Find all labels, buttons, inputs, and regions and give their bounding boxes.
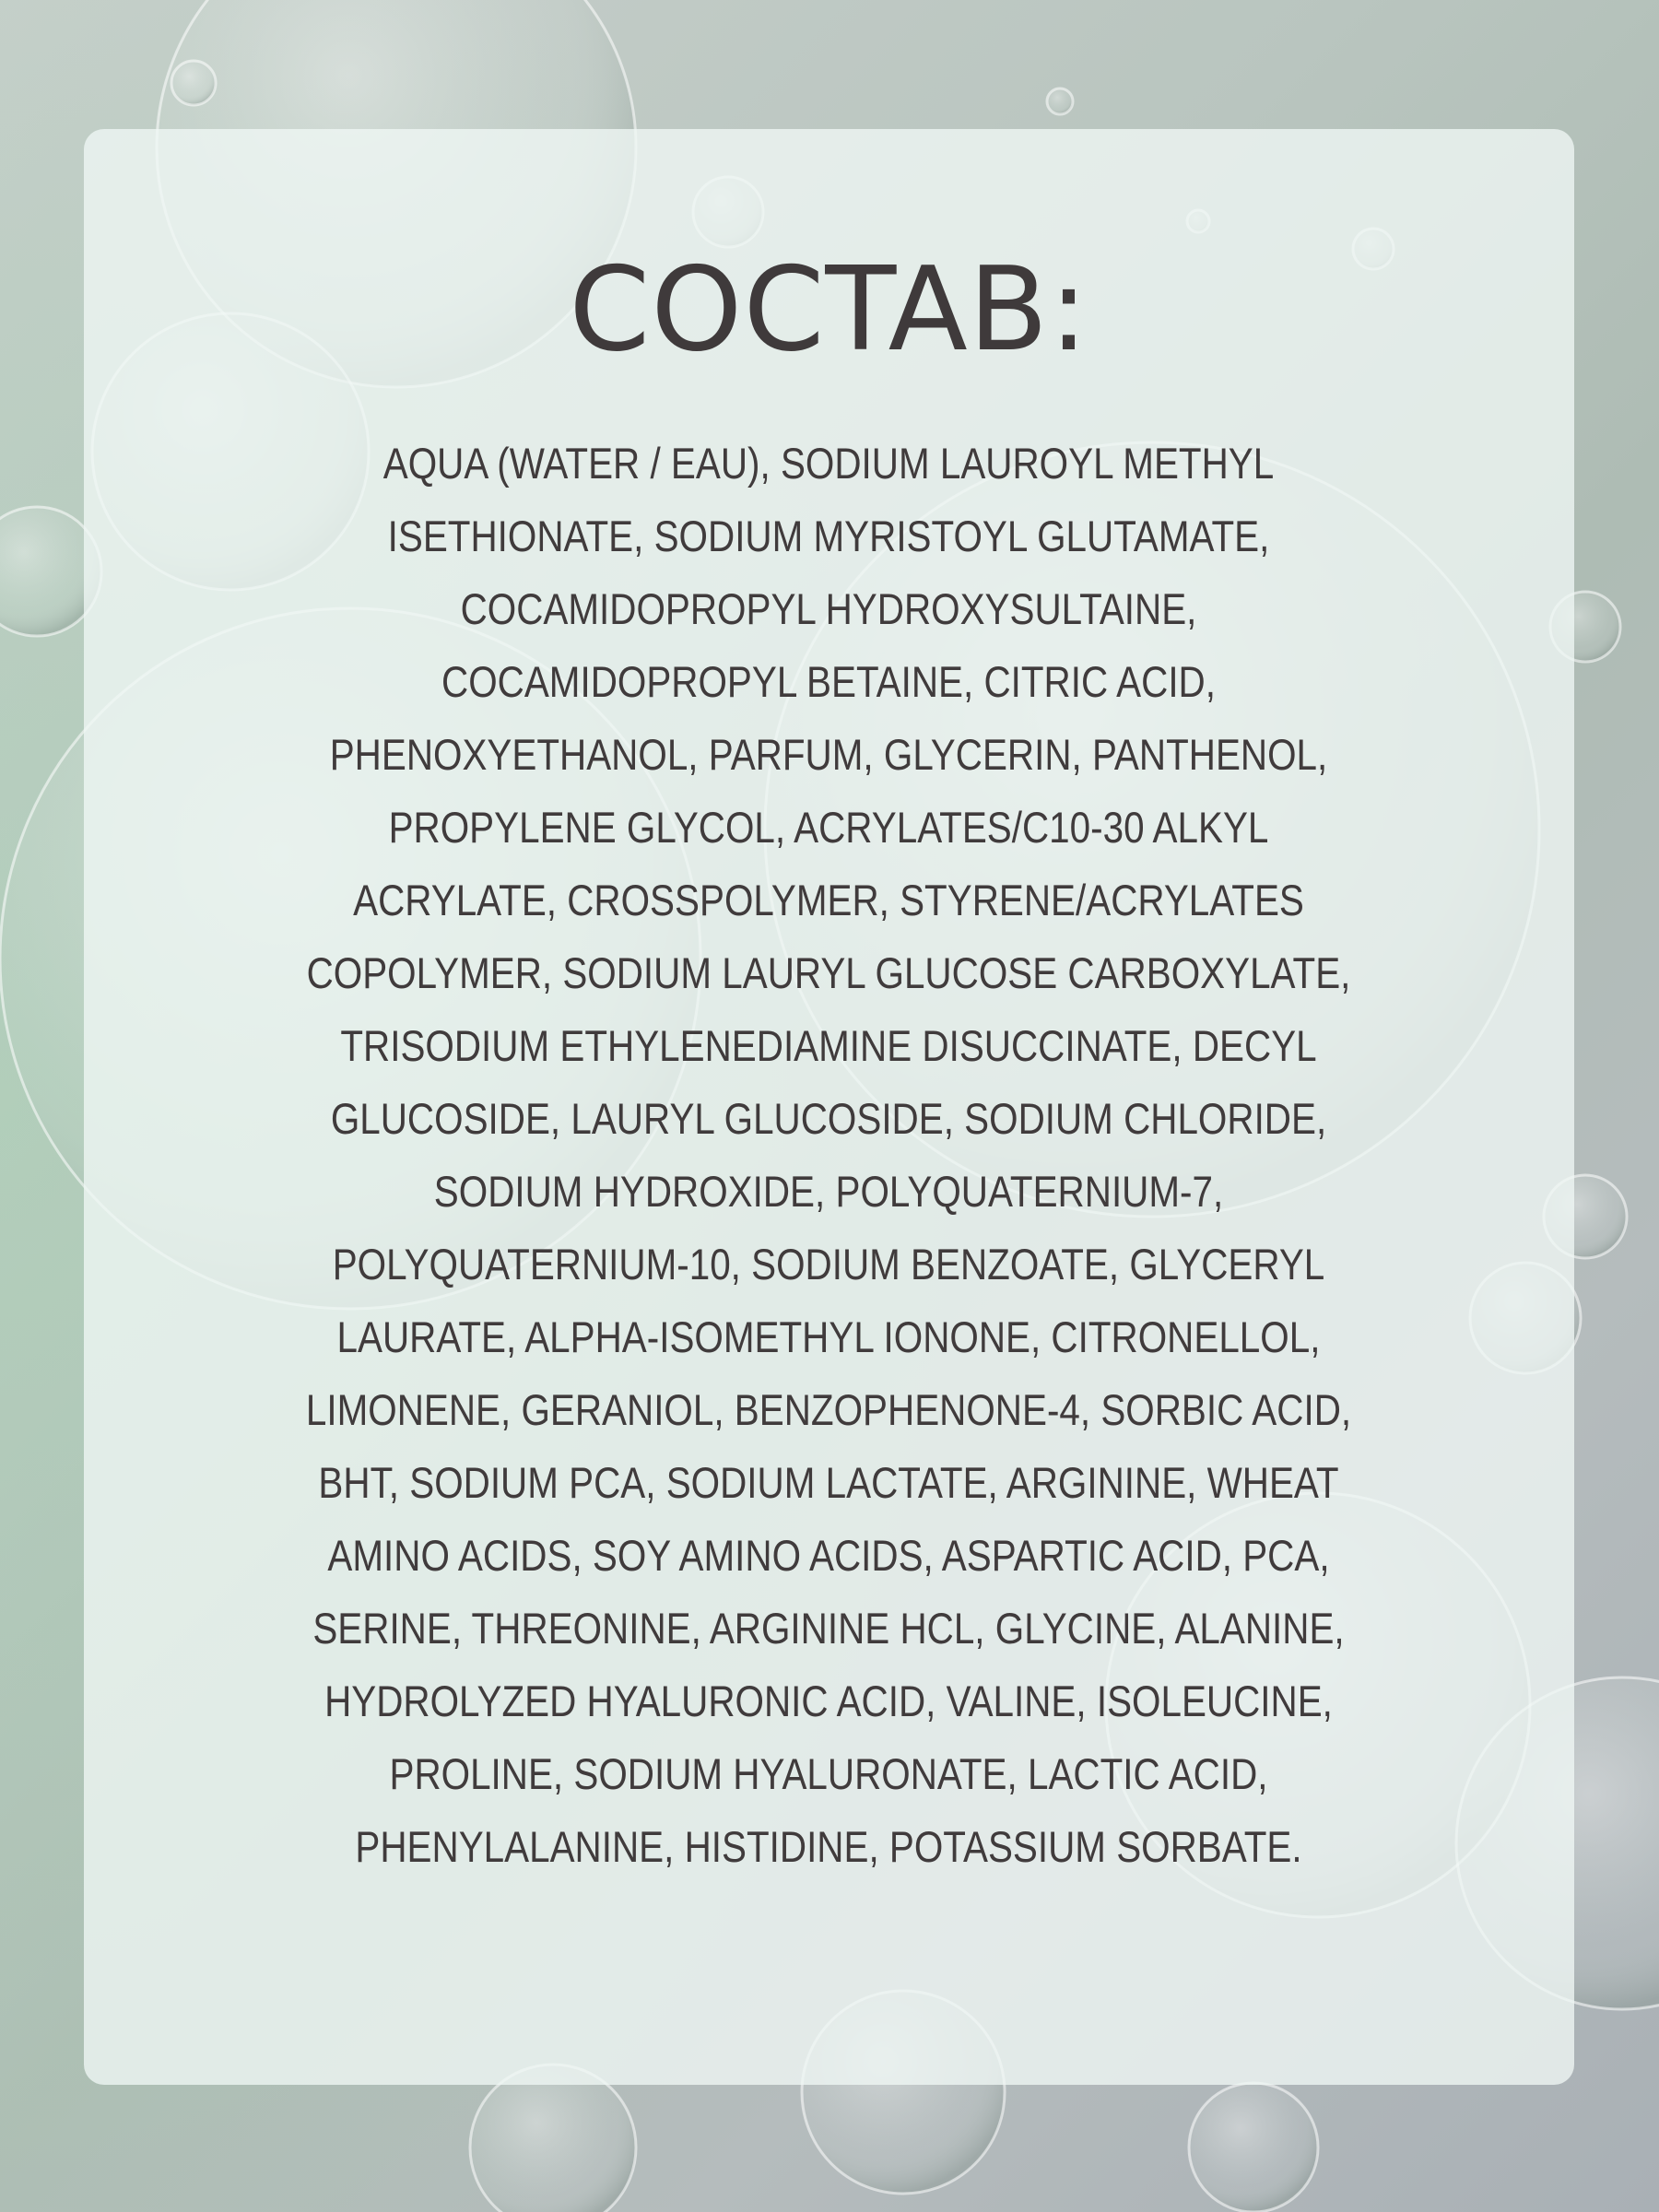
ingredients-line: BHT, SODIUM PCA, SODIUM LACTATE, ARGININE, WHEAT [318,1458,1339,1508]
ingredients-line: SODIUM HYDROXIDE, POLYQUATERNIUM-7, [433,1167,1224,1217]
ingredients-line: TRISODIUM ETHYLENEDIAMINE DISUCCINATE, DECYL [340,1021,1317,1071]
ingredients-line: COCAMIDOPROPYL HYDROXYSULTAINE, [460,584,1197,634]
ingredients-line: PROLINE, SODIUM HYALURONATE, LACTIC ACID, [389,1749,1268,1799]
ingredients-line: ACRYLATE, CROSSPOLYMER, STYRENE/ACRYLATES [353,876,1304,925]
ingredients-line: COCAMIDOPROPYL BETAINE, CITRIC ACID, [441,657,1216,707]
ingredients-line: ISETHIONATE, SODIUM MYRISTOYL GLUTAMATE, [387,512,1270,561]
ingredients-line: LAURATE, ALPHA-ISOMETHYL IONONE, CITRONELLOL, [336,1312,1321,1362]
ingredients-list [194,427,1463,1883]
ingredients-line: SERINE, THREONINE, ARGININE HCL, GLYCINE, ALANINE, [312,1604,1345,1653]
ingredients-line: LIMONENE, GERANIOL, BENZOPHENONE-4, SORBIC ACID, [305,1385,1352,1435]
ingredients-line: PROPYLENE GLYCOL, ACRYLATES/C10-30 ALKYL [388,803,1269,853]
ingredients-line: AMINO ACIDS, SOY AMINO ACIDS, ASPARTIC ACID, PCA, [327,1531,1330,1581]
ingredients-line: GLUCOSIDE, LAURYL GLUCOSIDE, SODIUM CHLORIDE, [330,1094,1327,1144]
ingredients-line: POLYQUATERNIUM-10, SODIUM BENZOATE, GLYCERYL [332,1240,1325,1289]
page-title: COCTAB: [569,241,1089,377]
ingredients-card [84,129,1574,2085]
ingredients-line: AQUA (WATER / EAU), SODIUM LAUROYL METHYL [382,439,1275,488]
ingredients-line: COPOLYMER, SODIUM LAURYL GLUCOSE CARBOXYLATE, [306,948,1351,998]
ingredients-line: PHENOXYETHANOL, PARFUM, GLYCERIN, PANTHENOL, [329,730,1328,780]
ingredients-line: PHENYLALANINE, HISTIDINE, POTASSIUM SORBATE. [355,1822,1302,1872]
ingredients-line: HYDROLYZED HYALURONIC ACID, VALINE, ISOLEUCINE, [324,1677,1333,1726]
